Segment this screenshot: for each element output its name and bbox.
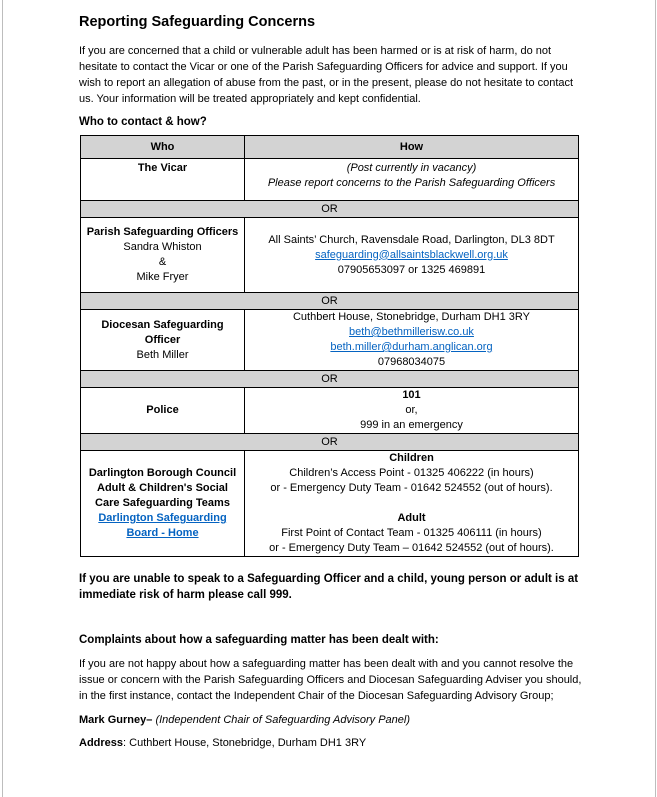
vicar-who-cell: [81, 159, 245, 201]
police-or-text: or,: [405, 404, 418, 416]
council-spacer: [248, 496, 575, 511]
diocesan-title: Diocesan Safeguarding Officer: [101, 318, 224, 346]
vicar-report-note: Please report concerns to the Parish Safeguarding Officers: [267, 177, 556, 189]
table-row-police: [81, 388, 579, 434]
parish-who-cell: [81, 218, 245, 293]
address-line: [79, 737, 584, 749]
council-board-link[interactable]: Darlington Safeguarding Board - Home: [98, 512, 227, 539]
diocesan-phone: 07968034075: [377, 356, 446, 368]
parish-name-1: Sandra Whiston: [123, 241, 202, 253]
table-header-how: How: [245, 136, 579, 159]
chair-line: [79, 714, 584, 726]
table-row-vicar: [81, 159, 579, 201]
or-separator-label: OR: [81, 293, 579, 310]
or-separator-label: OR: [81, 434, 579, 451]
address-value: : Cuthbert House, Stonebridge, Durham DH1 3RY: [123, 737, 367, 749]
council-children-heading: Children: [389, 452, 434, 464]
chair-name: Mark Gurney–: [79, 714, 153, 726]
diocesan-address: Cuthbert House, Stonebridge, Durham DH1 3RY: [292, 311, 531, 323]
council-adult-heading: Adult: [397, 512, 426, 524]
vicar-label: The Vicar: [137, 162, 188, 174]
police-number: 101: [402, 389, 421, 401]
police-emergency: 999 in an emergency: [360, 419, 463, 431]
page-title: Reporting Safeguarding Concerns: [79, 14, 316, 30]
urgent-notice: If you are unable to speak to a Safeguarding Officer and a child, young person or adult is at immediate risk of harm please call 999.: [79, 573, 579, 601]
table-header-row: [81, 136, 579, 159]
or-separator-row: [81, 293, 579, 310]
parish-phone: 07905653097 or 1325 469891: [337, 263, 486, 276]
contact-heading: Who to contact & how?: [79, 116, 207, 128]
council-adult-line-2: or - Emergency Duty Team – 01642 524552 (out of hours).: [269, 542, 554, 554]
parish-email-link[interactable]: safeguarding@allsaintsblackwell.org.uk: [315, 248, 508, 261]
diocesan-who-cell: [81, 310, 245, 371]
police-who-cell: [81, 388, 245, 434]
intro-paragraph: If you are concerned that a child or vulnerable adult has been harmed or is at risk of harm, do not hesitate to contact the Vicar or one of the Parish Safeguarding Officers for advice and support. If you wish to report an allegation of abuse from the past, or in the present, please do not hesitate to contact us. Your information will be treated appropriately and kept confidential.: [79, 45, 574, 105]
or-separator-label: OR: [81, 371, 579, 388]
table-row-parish-officers: [81, 218, 579, 293]
council-who-cell: [81, 451, 245, 557]
parish-how-cell: [245, 218, 579, 293]
vicar-how-cell: [245, 159, 579, 201]
diocesan-how-cell: [245, 310, 579, 371]
address-label: Address: [79, 737, 124, 749]
council-children-line-2: or - Emergency Duty Team - 01642 524552 (out of hours).: [270, 482, 553, 494]
complaints-paragraph: If you are not happy about how a safeguarding matter has been dealt with and you cannot resolve the issue or concern with the Parish Safeguarding Officers and Diocesan Safeguarding Adviser you should, in the first instance, contact the Independent Chair of the Diocesan Safeguarding Advisory Group;: [79, 658, 582, 702]
or-separator-label: OR: [81, 201, 579, 218]
council-title: Darlington Borough Council Adult & Children's Social Care Safeguarding Teams: [88, 467, 237, 509]
table-header-who: Who: [81, 136, 245, 159]
or-separator-row: [81, 201, 579, 218]
police-how-cell: [245, 388, 579, 434]
chair-role: (Independent Chair of Safeguarding Advisory Panel): [155, 714, 411, 726]
diocesan-name: Beth Miller: [136, 348, 189, 361]
council-how-cell: [245, 451, 579, 557]
parish-ampersand: &: [158, 256, 167, 268]
contact-table: [80, 135, 579, 557]
parish-title: Parish Safeguarding Officers: [86, 226, 239, 238]
or-separator-row: [81, 434, 579, 451]
council-children-line-1: Children’s Access Point - 01325 406222 (in hours): [289, 467, 534, 479]
vicar-vacancy-note: (Post currently in vacancy): [346, 162, 477, 174]
diocesan-email-link-1[interactable]: beth@bethmillerisw.co.uk: [349, 326, 474, 338]
diocesan-email-link-2[interactable]: beth.miller@durham.anglican.org: [330, 341, 493, 353]
or-separator-row: [81, 371, 579, 388]
table-row-council: [81, 451, 579, 557]
complaints-heading: Complaints about how a safeguarding matter has been dealt with:: [79, 634, 439, 646]
council-adult-line-1: First Point of Contact Team - 01325 406111 (in hours): [281, 527, 542, 539]
parish-name-2: Mike Fryer: [136, 271, 189, 283]
parish-address: All Saints’ Church, Ravensdale Road, Darlington, DL3 8DT: [268, 233, 555, 246]
table-row-diocesan-officer: [81, 310, 579, 371]
police-label: Police: [146, 404, 179, 416]
